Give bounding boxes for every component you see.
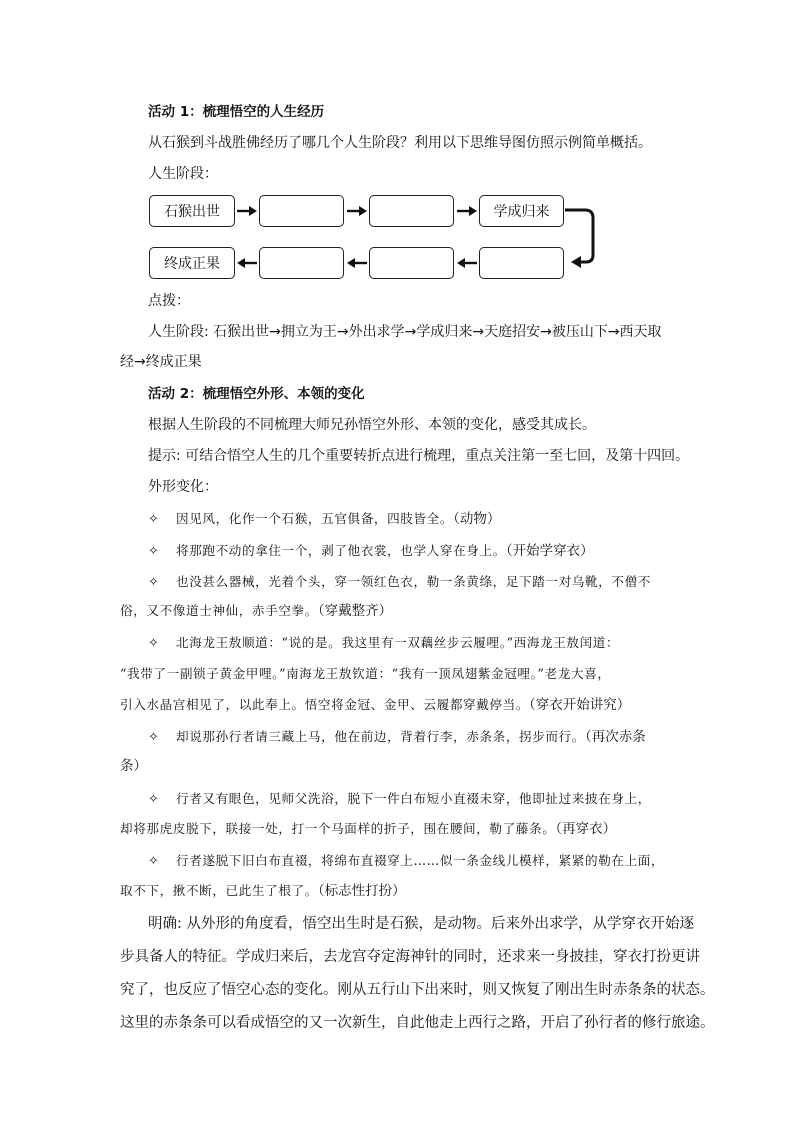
item-tag: （动物） (453, 511, 501, 527)
diamond-bullet-icon: ✧ (148, 636, 160, 651)
appearance-item (148, 509, 500, 530)
stage-box-blank[interactable] (479, 247, 564, 279)
curved-arrow-down-icon (563, 205, 603, 273)
stage-box-blank[interactable] (259, 195, 344, 227)
diamond-bullet-icon: ✧ (148, 512, 160, 527)
conclusion-line: 究了，也反应了悟空心态的变化。刚从五行山下出来时，则又恢复了刚出生时赤条条的状态。 (120, 982, 715, 998)
stage-box-birth: 石猴出世 (149, 195, 235, 227)
conclusion-line: 这里的赤条条可以看成悟空的又一次新生，自此他走上西行之路，开启了孙行者的修行旅途。 (120, 1015, 715, 1031)
appearance-item (148, 541, 594, 562)
item-text: 行者遂脱下旧白布直裰，将绵布直裰穿上……似一条金线儿模样，紧紧的勒在上面， (176, 853, 665, 868)
stage-box-final: 终成正果 (149, 247, 235, 279)
item-text: 却将那虎皮脱下，联接一处，打一个马面样的折子，围在腰间，勒了藤条。 (120, 821, 556, 836)
arrow-left-icon (237, 257, 257, 269)
item-text: 取不下，揪不断，已此生了根了。 (120, 883, 318, 898)
item-tag: （再穿衣） (555, 821, 617, 837)
appearance-item-continued (120, 881, 406, 901)
appearance-item (148, 572, 651, 593)
item-tag: 条） (120, 758, 147, 774)
item-text: 俗，又不像道士神仙，赤手空拳。 (120, 603, 318, 618)
item-tag: （穿戴整齐） (317, 603, 393, 619)
diamond-bullet-icon: ✧ (148, 792, 160, 807)
item-tag: （标志性打扮） (317, 883, 406, 899)
item-tag: （再次赤条 (585, 729, 646, 745)
appearance-item-continued (120, 664, 611, 684)
arrow-right-icon (457, 205, 477, 217)
item-text: 行者又有眼色，见师父洗浴，脱下一件白布短小直裰未穿，他即扯过来披在身上， (176, 791, 651, 806)
stage-box-blank[interactable] (259, 247, 344, 279)
arrow-left-icon (457, 257, 477, 269)
appearance-item-continued (120, 819, 616, 839)
arrow-left-icon (347, 257, 367, 269)
activity1-heading: 活动 1：梳理悟空的人生经历 (148, 104, 325, 120)
item-tag: （开始学穿衣） (505, 543, 594, 559)
item-tag: （穿衣开始讲究） (529, 697, 631, 713)
activity2-heading: 活动 2：梳理悟空外形、本领的变化 (148, 386, 365, 402)
activity1-question: 从石猴到斗战胜佛经历了哪几个人生阶段？利用以下思维导图仿照示例简单概括。 (148, 135, 652, 151)
answer-line: 人生阶段: 石猴出世→拥立为王→外出求学→学成归来→天庭招安→被压山下→西天取 (148, 324, 662, 340)
conclusion-line: 明确: 从外形的角度看，悟空出生时是石猴，是动物。后来外出求学，从学穿衣开始逐 (148, 916, 694, 932)
item-text: “我带了一副锁子黄金甲哩。”南海龙王敖钦道：“我有一顶凤翅紫金冠哩。”老龙大喜， (120, 666, 611, 681)
appearance-item (148, 633, 619, 654)
appearance-label: 外形变化： (148, 479, 218, 495)
item-text: 北海龙王敖顺道：“说的是。我这里有一双藕丝步云履哩。”西海龙王敖闰道： (176, 635, 620, 650)
appearance-item (148, 851, 664, 872)
arrow-right-icon (347, 205, 367, 217)
stage-box-blank[interactable] (369, 195, 454, 227)
answer-line: 经→终成正果 (120, 354, 202, 370)
diamond-bullet-icon: ✧ (148, 730, 160, 745)
item-text: 将那跑不动的拿住一个，剥了他衣裳，也学人穿在身上。 (176, 543, 506, 558)
diamond-bullet-icon: ✧ (148, 854, 160, 869)
item-text: 因见风，化作一个石猴，五官俱备，四肢皆全。 (176, 511, 454, 526)
activity2-intro: 根据人生阶段的不同梳理大师兄孙悟空外形、本领的变化，感受其成长。 (148, 417, 596, 433)
activity2-tip: 提示: 可结合悟空人生的几个重要转折点进行梳理，重点关注第一至七回，及第十四回。 (148, 448, 690, 464)
appearance-item (148, 727, 646, 748)
appearance-item-continued (120, 601, 392, 621)
arrow-right-icon (237, 205, 257, 217)
stage-box-return: 学成归来 (479, 195, 564, 227)
item-text: 也没甚么器械，光着个头，穿一领红色衣，勒一条黄绦，足下踏一对乌靴，不僧不 (176, 574, 651, 589)
diamond-bullet-icon: ✧ (148, 575, 160, 590)
item-text: 引入水晶宫相见了，以此奉上。悟空将金冠、金甲、云履都穿戴停当。 (120, 697, 530, 712)
diamond-bullet-icon: ✧ (148, 544, 160, 559)
stage-label: 人生阶段： (148, 166, 218, 182)
conclusion-line: 步具备人的特征。学成归来后，去龙宫夺定海神针的同时，还求来一身披挂，穿衣打扮更讲 (120, 949, 700, 965)
hint-label: 点拨： (148, 293, 190, 309)
appearance-item-continued (120, 756, 147, 776)
appearance-item-continued (120, 695, 630, 715)
stage-box-blank[interactable] (369, 247, 454, 279)
item-text: 却说那孙行者请三藏上马，他在前边，背着行李，赤条条，拐步而行。 (176, 729, 586, 744)
appearance-item (148, 789, 651, 810)
